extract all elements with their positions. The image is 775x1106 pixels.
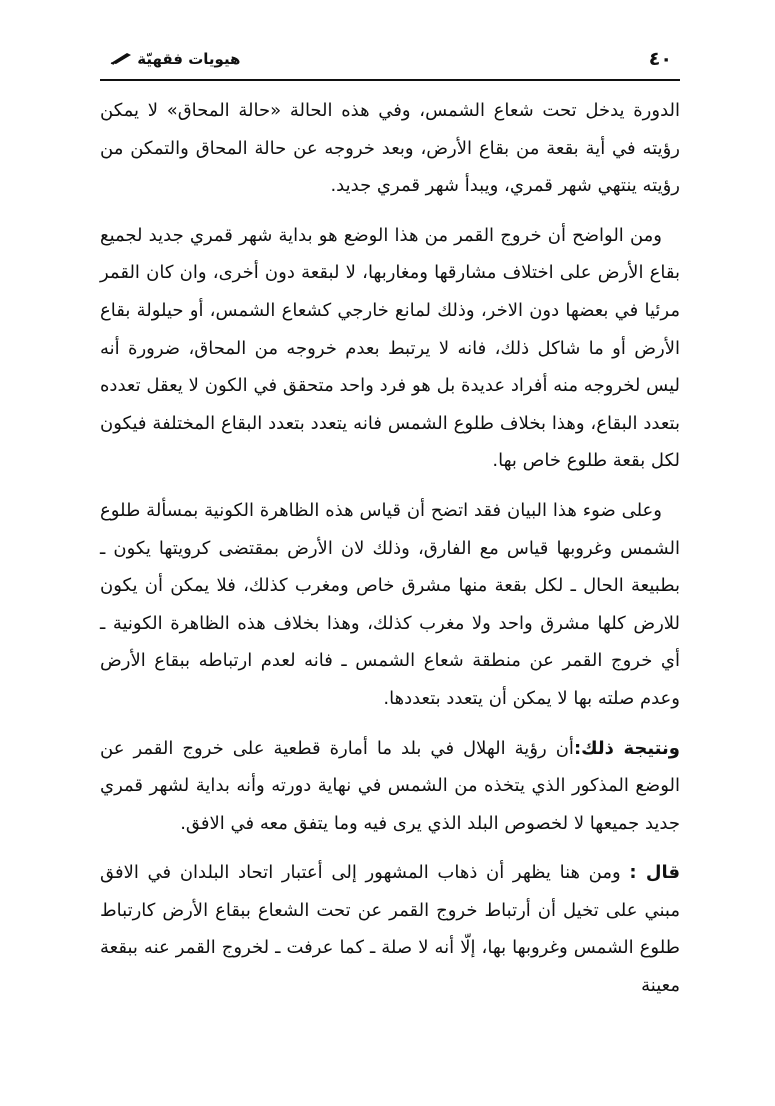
header-rule: [100, 79, 680, 81]
paragraph-2: [100, 217, 680, 480]
paragraph-text: أن رؤية الهلال في بلد ما أمارة قطعية على خروج القمر عن الوضع المذكور الذي يتخذه من الشمس في نهاية دورته وأنه بداية لشهر قمري جديد جميعها لا لخصوص البلد الذي يرى فيه وما يتفق معه في الافق.: [100, 737, 680, 834]
running-title: [104, 50, 240, 69]
paragraph-1: [100, 92, 680, 205]
page-number: ٤٠: [648, 48, 672, 70]
paragraph-text: الدورة يدخل تحت شعاع الشمس، وفي هذه الحالة «حالة المحاق» لا يمكن رؤيته في أية بقعة من بقاع الأرض، وبعد خروجه عن حالة المحاق والتمكن من رؤيته ينتهي شهر قمري، ويبدأ شهر قمري جديد.: [100, 100, 680, 197]
paragraph-3: [100, 492, 680, 718]
page-body: [100, 92, 680, 1017]
paragraph-text: ومن الواضح أن خروج القمر من هذا الوضع هو بداية شهر قمري جديد لجميع بقاع الأرض على اختلاف مشارقها ومغاربها، لا لبقعة دون أخرى، وان كان القمر مرئيا في بعضها دون الاخر، وذلك لمانع خارجي كشعاع الشمس، أو حيلولة بقاع الأرض أو ما شاكل ذلك، فانه لا يرتبط بعدم خروجه من المحاق، ضرورة أنه ليس لخروجه منه أفراد عديدة بل هو فرد واحد متحقق في الكون لا يعقل تعدده بتعدد البقاع، وهذا بخلاف طلوع الشمس فانه يتعدد بتعدد البقاع المختلفة فيكون لكل بقعة طلوع خاص بها.: [100, 224, 680, 472]
paragraph-text: ومن هنا يظهر أن ذهاب المشهور إلى أعتبار اتحاد البلدان في الافق مبني على تخيل أن أرتباط خروج القمر عن تحت الشعاع ببقاع الأرض كارتباط طلوع الشمس وغروبها بها، إلّا أنه لا صلة ـ كما عرفت ـ لخروج القمر عنه ببقعة معينة: [100, 862, 680, 997]
paragraph-4: [100, 730, 680, 843]
paragraph-lead: قال :: [629, 862, 680, 884]
paragraph-5: [100, 854, 680, 1004]
paragraph-text: وعلى ضوء هذا البيان فقد اتضح أن قياس هذه الظاهرة الكونية بمسألة طلوع الشمس وغروبها قياس مع الفارق، وذلك لان الأرض بمقتضى كرويتها يكون ـ بطبيعة الحال ـ لكل بقعة منها مشرق خاص ومغرب كذلك، فلا يمكن أن يكون للارض كلها مشرق واحد ولا مغرب كذلك، وهذا بخلاف هذه الظاهرة الكونية ـ أي خروج القمر عن منطقة شعاع الشمس ـ فانه لعدم ارتباطه ببقاع الأرض وعدم صلته بها لا يمكن أن يتعدد بتعددها.: [100, 499, 680, 709]
paragraph-lead: ونتيجة ذلك:: [573, 737, 680, 759]
page-header: [100, 38, 680, 78]
running-title-text: هيويات فقهيّة: [137, 50, 241, 68]
pen-icon: [110, 51, 132, 69]
